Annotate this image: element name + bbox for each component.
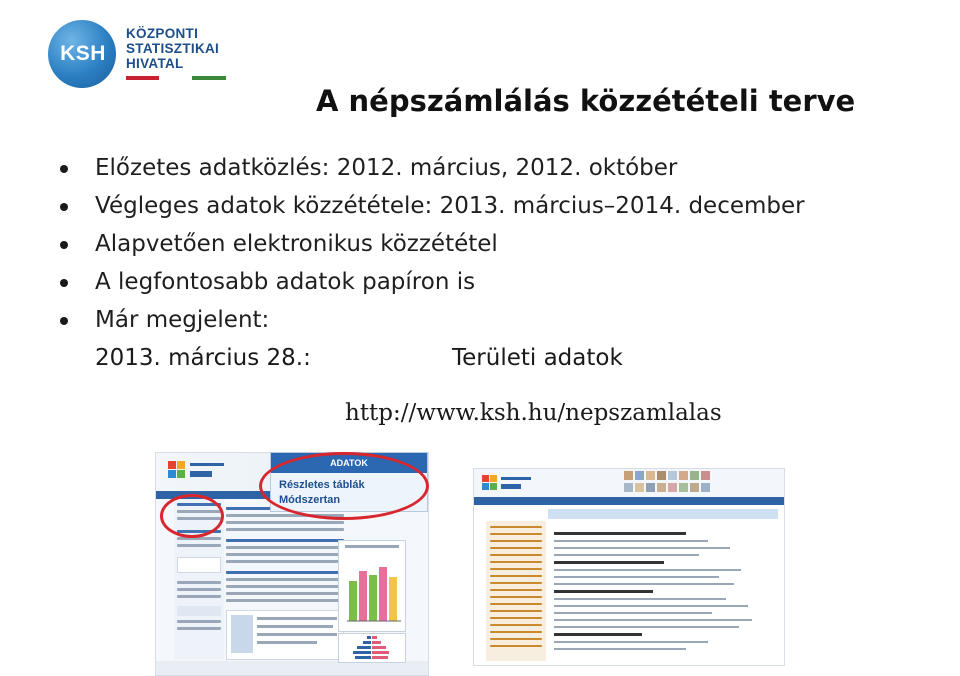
bullet-text: A legfontosabb adatok papíron is (95, 269, 476, 295)
table-list (554, 527, 774, 661)
bullet-dot-icon (60, 241, 68, 249)
logo-name (126, 26, 219, 71)
highlight-ellipse (259, 452, 429, 520)
population-pyramid-svg (339, 634, 405, 662)
bullet-text: Már megjelent: (95, 307, 270, 333)
bullet-item (60, 267, 940, 305)
logo-line-3: HIVATAL (126, 56, 184, 71)
published-line (95, 343, 623, 373)
slide-title: A népszámlálás közzétételi terve (316, 84, 856, 118)
site-nav-bar (474, 497, 784, 505)
bullet-dot-icon (60, 165, 68, 173)
census-url-link[interactable]: http://www.ksh.hu/nepszamlalas (345, 400, 722, 426)
bullet-item (60, 191, 940, 229)
logo-abbr: KSH (60, 42, 106, 65)
ksh-logo (48, 20, 228, 90)
bullet-item (60, 153, 940, 191)
published-item: Területi adatok (452, 345, 623, 371)
bullet-dot-icon (60, 203, 68, 211)
published-date: 2013. március 28.: (95, 345, 311, 371)
site-main-content (226, 503, 344, 663)
methodology-link[interactable]: Módszertan (279, 494, 341, 506)
census-2011-logo (168, 459, 224, 485)
bullet-text: Alapvetően elektronikus közzététel (95, 231, 498, 257)
bullet-item (60, 229, 940, 267)
detailed-tables-link[interactable]: Részletes táblák (279, 479, 365, 491)
bullet-dot-icon (60, 279, 68, 287)
mini-bar-chart-svg (339, 541, 405, 631)
page-heading-bar (548, 509, 778, 519)
mini-population-pyramid (338, 633, 406, 663)
bullet-list (60, 153, 940, 343)
bullet-dot-icon (60, 317, 68, 325)
logo-line-2: STATISZTIKAI (126, 41, 220, 56)
bullet-item (60, 305, 940, 343)
bullet-text: Végleges adatok közzététele: 2013. március–2014. december (95, 193, 805, 219)
census-2011-logo (482, 473, 532, 493)
county-sidebar (486, 521, 546, 661)
site-header (474, 469, 784, 497)
website-screenshot-data-tables (473, 468, 785, 666)
flag-stripe (126, 76, 226, 80)
bullet-text: Előzetes adatközlés: 2012. március, 2012. október (95, 155, 678, 181)
highlight-ellipse (160, 494, 224, 538)
mini-bar-chart (338, 540, 406, 632)
logo-line-1: KÖZPONTI (126, 26, 199, 41)
photo-mosaic (624, 469, 772, 497)
adatok-header: ADATOK (271, 453, 427, 473)
